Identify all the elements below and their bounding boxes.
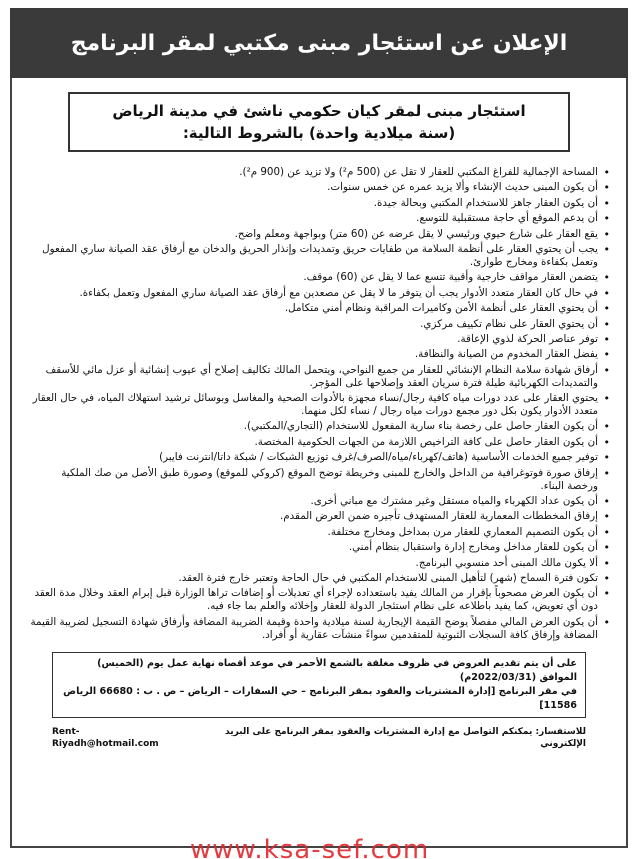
subtitle-line-1: استئجار مبنى لمقر كيان حكومي ناشئ في مدينة الرياض: [112, 102, 526, 120]
condition-item: • يحتوي العقار على عدد دورات مياه كافية رجال/نساء مجهزة بالأدوات الصحية والمغاسل وبوسائل ترشيد استهلاك المياه، في حال العقار متعدد الأدوار يكون بكل دور مجمع دورات مياه رجال / نساء لكل منهما.: [28, 392, 610, 418]
condition-item: • أن يكون العقار جاهز للاستخدام المكتبي وبحالة جيدة.: [28, 197, 610, 210]
condition-item: • يجب أن يحتوي العقار على أنظمة السلامة من طفايات حريق وتمديدات وإنذار الحريق والدخان مع أرفاق عقد الصيانة ساري المفعول وتعمل بكفاءة ومخارج طوارئ.: [28, 243, 610, 269]
condition-item: • أن يكون عداد الكهرباء والمياه مستقل وغير مشترك مع مباني أخرى.: [28, 495, 610, 508]
subtitle-box: [68, 92, 570, 152]
condition-item: • يتضمن العقار مواقف خارجية وأقبية تتسع عما لا يقل عن (60) موقف.: [28, 271, 610, 284]
condition-item: • أن يدعم الموقع أي حاجة مستقبلية للتوسع.: [28, 212, 610, 225]
content-frame: [10, 78, 628, 848]
condition-item: • في حال كان العقار متعدد الأدوار يجب أن يتوفر ما لا يقل عن مصعدين مع أرفاق عقد الصيانة ساري المفعول وتعمل بكفاءة.: [28, 287, 610, 300]
condition-item: • أن يحتوي العقار على أنظمة الأمن وكاميرات المراقبة ونظام أمني متكامل.: [28, 302, 610, 315]
notice-line-1: على أن يتم تقديم العروض في ظروف مغلقة بالشمع الأحمر في موعد أقصاه نهاية عمل يوم (الخميس) الموافق (2022/03/31م): [97, 657, 577, 683]
condition-item: • يقع العقار على شارع حيوي ورئيسي لا يقل عرضه عن (60 متر) وبواجهة ومعلم واضح.: [28, 228, 610, 241]
page-title: الإعلان عن استئجار مبنى مكتبي لمقر البرنامج: [70, 30, 568, 56]
submission-notice-box: [52, 652, 586, 718]
contact-text: للاستفسار: يمكنكم التواصل مع إدارة المشتريات والعقود بمقر البرنامج على البريد الإلكتروني: [225, 726, 586, 749]
condition-item: • أن يكون للعقار مداخل ومخارج إدارة واستقبال بنظام أمني.: [28, 541, 610, 554]
condition-item: • ألا يكون مالك المبنى أحد منسوبي البرنامج.: [28, 557, 610, 570]
condition-item: • إرفاق المخططات المعمارية للعقار المستهدف تأجيره ضمن العرض المقدم.: [28, 510, 610, 523]
condition-item: • إرفاق صورة فوتوغرافية من الداخل والخارج للمبنى وخريطة توضح الموقع (كروكي للموقع) وصورة طبق الأصل من صك الملكية ورخصة البناء.: [28, 467, 610, 493]
condition-item: • أن يكون المبنى حديث الإنشاء وألا يزيد عمره عن خمس سنوات.: [28, 181, 610, 194]
watermark: www.ksa-sef.com: [190, 835, 430, 859]
condition-item: • أن يحتوي العقار على نظام تكييف مركزي.: [28, 318, 610, 331]
condition-item: • توفير جميع الخدمات الأساسية (هاتف/كهرباء/مياه/الصرف/غرف توزيع الشبكات / شبكة داتا/انترنت فايبر): [28, 451, 610, 464]
condition-item: • يفضل العقار المخدوم من الصيانة والنظافة.: [28, 348, 610, 361]
contact-email-link[interactable]: Rent-Riyadh@hotmail.com: [52, 726, 159, 749]
condition-item: • أن يكون العرض المالي مفصلاً يوضح القيمة الإيجارية لسنة ميلادية واحدة وقيمة الضريبة المضافة وأرفاق شهادة التسجيل لضريبة القيمة المضافة وإرفاق كافة السجلات الثبوتية للمتقدمين سواءً منشآت عقارية أو أفراد.: [28, 616, 610, 642]
notice-line-2: في مقر البرنامج [إدارة المشتريات والعقود بمقر البرنامج – حي السفارات – الرياض – ص . ب : 66680 الرياض 11586]: [63, 685, 577, 711]
condition-item: • أن يكون التصميم المعماري للعقار مرن بمداخل ومخارج مختلفة.: [28, 526, 610, 539]
conditions-list: [28, 166, 610, 642]
condition-item: • توفر عناصر الحركة لذوي الإعاقة.: [28, 333, 610, 346]
condition-item: • أن يكون العقار حاصل على رخصة بناء سارية المفعول للاستخدام (التجاري/المكتبي).: [28, 420, 610, 433]
subtitle-line-2: (سنة ميلادية واحدة) بالشروط التالية:: [182, 124, 456, 142]
header-bar: [10, 8, 628, 78]
condition-item: • المساحة الإجمالية للفراغ المكتبي للعقار لا تقل عن (500 م²) ولا تزيد عن (900 م²).: [28, 166, 610, 179]
condition-item: • أرفاق شهادة سلامة النظام الإنشائي للعقار من جميع النواحي، ويتحمل المالك تكاليف إصلاح أي عيوب إنشائية أو عزل مائي للأسقف والتمديدات الكهربائية طيلة فترة سريان العقد وإصلاحها على المؤجر.: [28, 364, 610, 390]
condition-item: • تكون فترة السماح (شهر) لتأهيل المبنى للاستخدام المكتبي في حال الحاجة وتعتبر خارج فترة العقد.: [28, 572, 610, 585]
contact-line: [52, 726, 586, 750]
condition-item: • أن يكون العرض مصحوباً بإقرار من المالك يفيد باستعداده لإجراء أي تعديلات أو إضافات تراها الوزارة قبل إبرام العقد وخلال مدة العقد دون أي تعويض، كما يفيد باطلاعه على نظام استئجار الدولة للعقار وإخلائه والعلم بما جاء فيه.: [28, 587, 610, 613]
condition-item: • أن يكون العقار حاصل على كافة التراخيص اللازمة من الجهات الحكومية المختصة.: [28, 436, 610, 449]
